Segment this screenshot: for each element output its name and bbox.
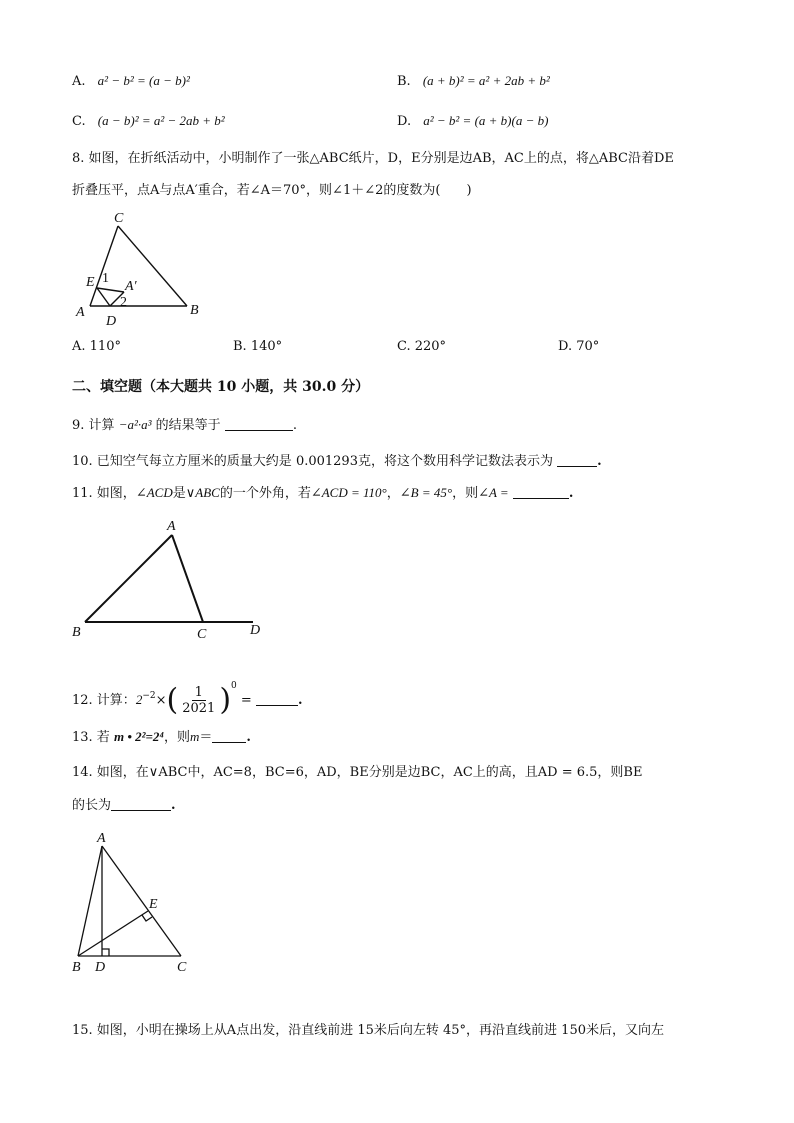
q7-option-a-label: A. [72,74,86,89]
q8-side-ac [90,226,118,306]
q13-suffix: ，则 [163,730,190,745]
q12-exponent: −2 [142,691,156,701]
q13-prefix: 13. 若 [72,730,110,745]
q8-fold-ea [97,288,124,292]
q12-exponent-zero: 0 [231,681,237,691]
q8-label-angle2: 2 [120,295,127,310]
q11-figure [70,512,270,642]
q8-fold-de [97,288,110,306]
q14-figure [70,826,200,978]
q12-base: 2 [135,692,143,707]
q15-text: 15. 如图，小明在操场上从A点出发，沿直线前进 15米后向左转 45°，再沿直线前进 150米后，又向左 [72,1023,664,1038]
q11-given-acd: ∠ACD = 110° [310,485,387,500]
q14-label-b: B [72,960,81,975]
q8-option-c: C. 220° [397,339,447,354]
q14-label-e: E [149,897,158,912]
q11: 11. 如图，∠ACD是∨ABC的一个外角，若∠ACD = 110°，∠B = 45°，则∠A = . [72,485,574,501]
section-heading: 二、填空题（本大题共 10 小题，共 30.0 分） [72,379,370,395]
q13-variable: m [189,729,200,744]
q7-option-c-expr: (a − b)² = a² − 2ab + b² [97,113,225,128]
q7-option-b-label: B. [397,74,411,89]
q13: 13. 若 m • 2²=2⁴，则m＝ . [72,729,251,745]
q14-text-line1: 14. 如图，在∨ABC中，AC=8，BC=6，AD，BE分别是边BC，AC上的高，且AD = 6.5，则BE [72,765,643,780]
q7-option-b [397,72,550,91]
q8-label-b: B [190,303,199,318]
q11-side-ba [85,535,172,622]
q11-text2: 是 [172,486,186,501]
q9-answer-blank[interactable] [225,416,293,431]
q10-text: 10. 已知空气每立方厘米的质量大约是 0.001293克，将这个数用科学记数法表示为 [72,454,553,469]
q14-line2: 的长为 . [72,798,176,813]
q11-triangle: ∨ABC [185,485,220,500]
q9: 9. 计算 −a²·a³ 的结果等于 . [72,417,297,433]
q13-expression: m • 2²=2⁴ [113,729,164,744]
q14-label-c: C [177,960,187,975]
q12: 12. 计算：$2^{-2}\times$( $\frac{1}{2021}$ )$^0$ = . [72,681,303,718]
q7-option-d [397,112,548,131]
q14-side-ab [78,846,102,956]
q12-numerator: 1 [192,685,206,701]
q12-answer-blank[interactable] [256,691,298,706]
q14-right-angle-e [142,915,152,921]
q11-text8: ，则 [452,486,479,501]
q7-option-c-label: C. [72,114,86,129]
q8-option-a: A. 110° [72,339,121,354]
q11-side-ac [172,535,203,622]
q11-given-b: ∠B = 45° [399,485,453,500]
q8-label-c: C [114,211,124,226]
q8-option-d: D. 70° [558,339,600,354]
q9-suffix: 的结果等于 [155,418,221,433]
q11-label-b: B [72,625,81,640]
q14-label-d: D [95,960,106,975]
q7-option-a-expr: a² − b² = (a − b)² [97,73,190,88]
q12-times: × [155,693,167,708]
q9-prefix: 9. 计算 [72,418,115,433]
q13-equals: ＝ [199,730,213,745]
q8-label-angle1: 1 [102,271,109,286]
q7-option-d-expr: a² − b² = (a + b)(a − b) [423,113,549,128]
q14-altitude-be [78,911,148,956]
q7-option-d-label: D. [397,114,412,129]
q10-answer-blank[interactable] [557,452,597,467]
q7-option-c [72,112,225,131]
q8-side-cb [118,226,187,306]
q12-fraction [179,685,218,716]
q11-text6: ， [386,486,400,501]
q8-label-e: E [86,275,95,290]
q14-label-a: A [97,831,106,846]
q14-side-ac [102,846,181,956]
q9-expression: −a²·a³ [118,417,152,432]
q11-text4: 的一个外角，若 [219,486,311,501]
q8-label-aprime: A′ [125,279,137,294]
q11-answer-blank[interactable] [513,484,569,499]
q12-equals: = [240,693,252,708]
q8-text-line1: 8. 如图，在折纸活动中，小明制作了一张△ABC纸片，D，E分别是边AB，AC上的点，将△ABC沿着DE [72,151,674,166]
q7-option-b-expr: (a + b)² = a² + 2ab + b² [422,73,550,88]
q12-prefix: 12. 计算： [72,693,136,708]
q14-answer-blank[interactable] [111,796,171,811]
q11-angle-acd: ∠ACD [135,485,173,500]
q13-answer-blank[interactable] [212,728,246,743]
q12-denominator: 2021 [182,701,216,716]
q10: 10. 已知空气每立方厘米的质量大约是 0.001293克，将这个数用科学记数法表示为 . [72,454,602,469]
q8-label-a: A [76,305,85,320]
q8-text-line2: 折叠压平，点A与点A′重合，若∠A＝70°，则∠1＋∠2的度数为( ) [72,183,472,198]
q11-angle-a: ∠A = [478,485,509,500]
q11-label-c: C [197,627,207,642]
q11-prefix: 11. 如图， [72,486,136,501]
q8-figure [72,208,212,330]
q11-label-d: D [250,623,261,638]
q11-label-a: A [167,519,176,534]
q7-option-a [72,72,190,91]
q8-label-d: D [106,314,117,329]
q14-text-line2: 的长为 [72,798,112,813]
q14-right-angle-d [102,949,109,956]
q8-option-b: B. 140° [233,339,283,354]
